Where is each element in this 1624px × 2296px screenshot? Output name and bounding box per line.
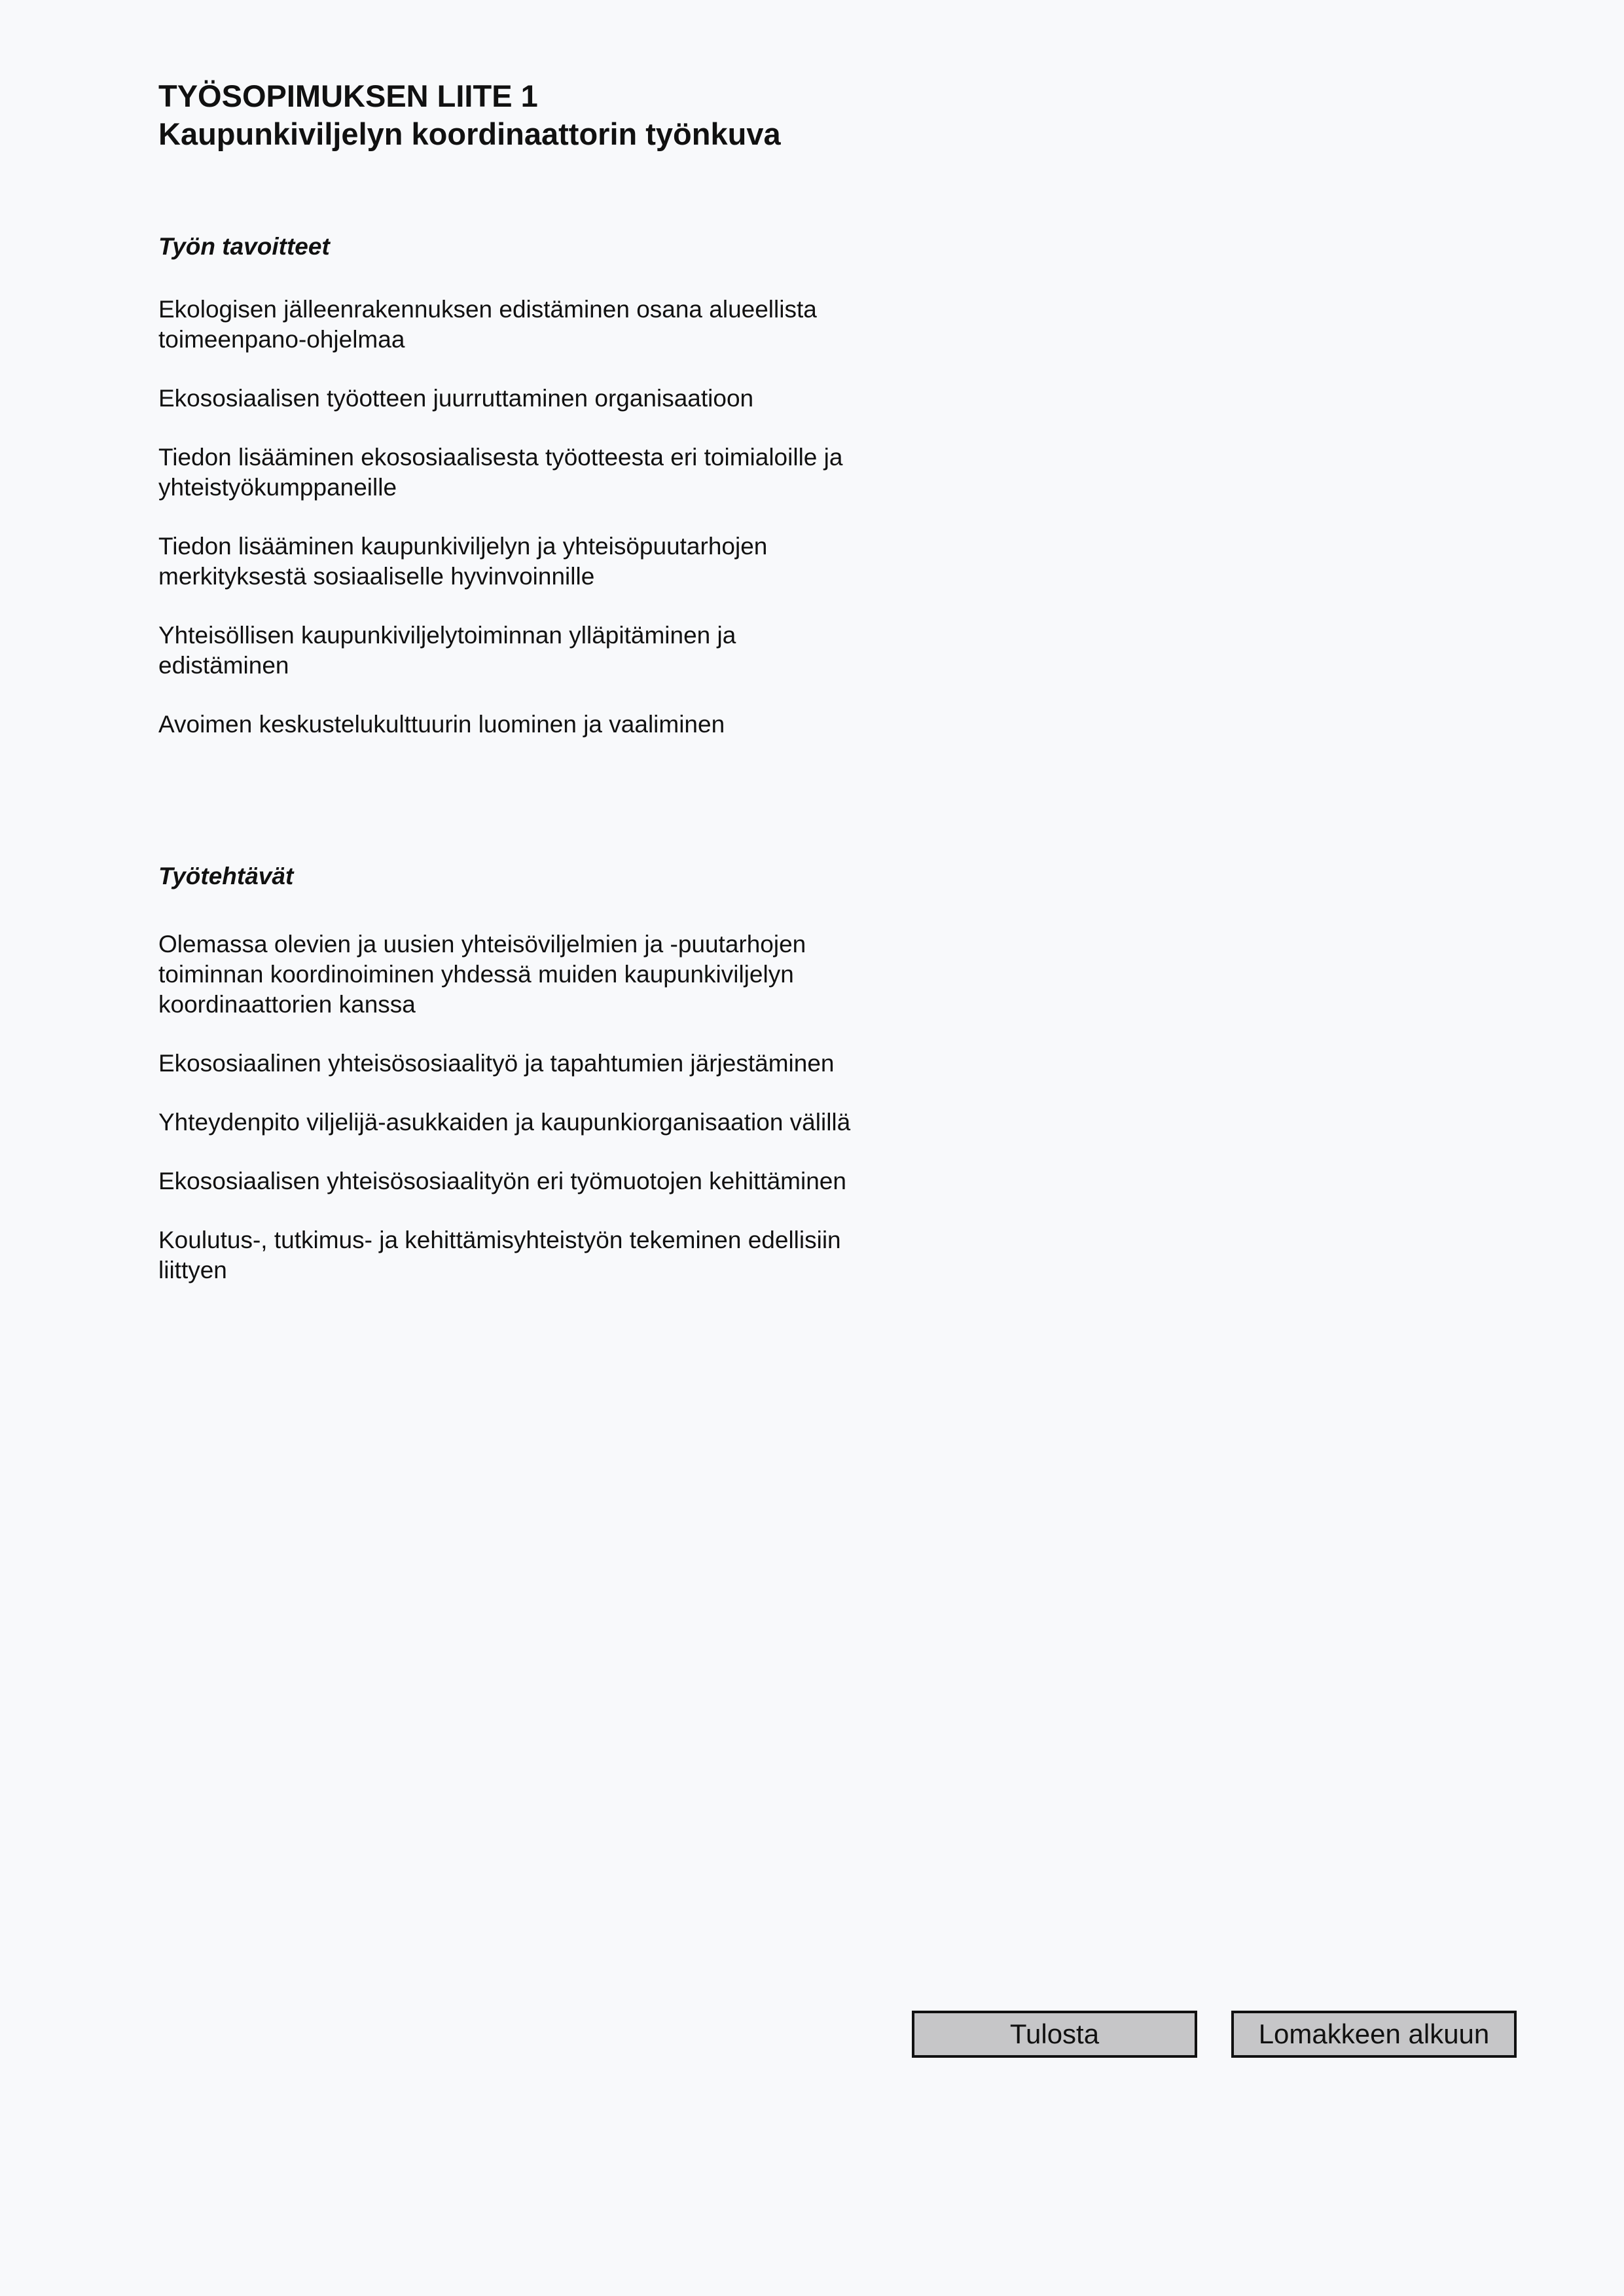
goal-item: Tiedon lisääminen ekososiaalisesta työotteesta eri toimialoille ja yhteistyökumppaneille — [158, 444, 843, 501]
goal-item: Ekososiaalisen työotteen juurruttaminen organisaatioon — [158, 385, 754, 412]
goals-list — [158, 295, 865, 740]
goal-item: Avoimen keskustelukulttuurin luominen ja vaaliminen — [158, 711, 725, 738]
goals-section — [158, 232, 865, 768]
tasks-section — [158, 861, 865, 1314]
print-button[interactable]: Tulosta — [912, 2011, 1197, 2058]
tasks-heading: Työtehtävät — [158, 863, 294, 889]
goal-item: Ekologisen jälleenrakennuksen edistäminen osana alueellista toimeenpano-ohjelmaa — [158, 296, 817, 353]
task-item: Yhteydenpito viljelijä-asukkaiden ja kaupunkiorganisaation välillä — [158, 1109, 851, 1136]
goal-item: Tiedon lisääminen kaupunkiviljelyn ja yhteisöpuutarhojen merkityksestä sosiaaliselle hyvinvoinnille — [158, 533, 768, 590]
page-title: TYÖSOPIMUKSEN LIITE 1 — [158, 79, 538, 113]
task-item: Ekososiaalinen yhteisösosiaalityö ja tapahtumien järjestäminen — [158, 1050, 835, 1077]
tasks-list — [158, 929, 865, 1285]
task-item: Olemassa olevien ja uusien yhteisöviljelmien ja -puutarhojen toiminnan koordinoiminen yhdessä muiden kaupunkiviljelyn koordinaattorien kanssa — [158, 931, 806, 1018]
task-item: Koulutus-, tutkimus- ja kehittämisyhteistyön tekeminen edellisiin liittyen — [158, 1227, 841, 1283]
page-subtitle: Kaupunkiviljelyn koordinaattorin työnkuva — [158, 117, 781, 151]
back-to-top-button[interactable]: Lomakkeen alkuun — [1231, 2011, 1517, 2058]
task-item: Ekososiaalisen yhteisösosiaalityön eri työmuotojen kehittäminen — [158, 1168, 846, 1194]
goals-heading: Työn tavoitteet — [158, 233, 330, 260]
goal-item: Yhteisöllisen kaupunkiviljelytoiminnan ylläpitäminen ja edistäminen — [158, 622, 736, 679]
